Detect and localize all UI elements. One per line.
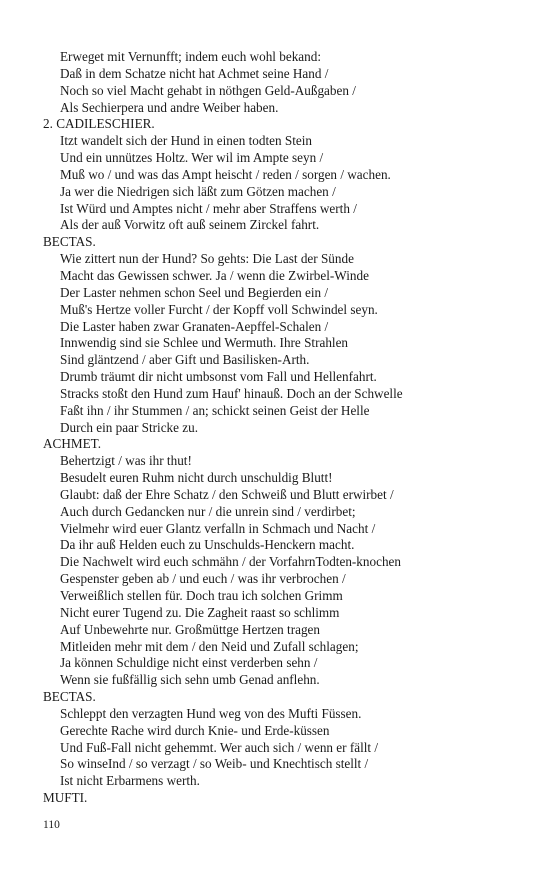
verse-line: Macht das Gewissen schwer. Ja / wenn die Zwirbel-Winde	[60, 267, 369, 283]
verse-line: Itzt wandelt sich der Hund in einen todten Stein	[60, 133, 312, 149]
verse-line: Vielmehr wird euer Glantz verfalln in Schmach und Nacht /	[60, 520, 376, 536]
verse-line: Faßt ihn / ihr Stummen / an; schickt seinen Geist der Helle	[60, 402, 370, 418]
verse-line: Der Laster nehmen schon Seel und Begierden ein /	[60, 284, 329, 300]
speaker-name: MUFTI.	[43, 790, 88, 806]
speaker-name: 2. CADILESCHIER.	[43, 116, 155, 132]
verse-line: Nicht eurer Tugend zu. Die Zagheit raast so schlimm	[60, 604, 340, 620]
page-number: 110	[43, 819, 60, 831]
verse-line: Die Nachwelt wird euch schmähn / der VorfahrnTodten-knochen	[60, 554, 401, 570]
speaker-name: BECTAS.	[43, 234, 96, 250]
page-text	[43, 49, 523, 807]
verse-line: Muß wo / und was das Ampt heischt / reden / sorgen / wachen.	[60, 166, 391, 182]
verse-line: Ja wer die Niedrigen sich läßt zum Götzen machen /	[60, 183, 336, 199]
verse-line: Da ihr auß Helden euch zu Unschulds-Henckern macht.	[60, 537, 355, 553]
verse-line: Als der auß Vorwitz oft auß seinem Zirckel fahrt.	[60, 217, 320, 233]
speaker-name: BECTAS.	[43, 689, 96, 705]
verse-line: Behertzigt / was ihr thut!	[60, 453, 192, 469]
verse-line: Und ein unnützes Holtz. Wer wil im Ampte seyn /	[60, 150, 324, 166]
verse-line: Mitleiden mehr mit dem / den Neid und Zufall schlagen;	[60, 638, 359, 654]
verse-line: Stracks stoßt den Hund zum Hauf' hinauß. Doch an der Schwelle	[60, 385, 403, 401]
verse-line: Ja können Schuldige nicht einst verderben sehn /	[60, 655, 318, 671]
verse-line: Erweget mit Vernunfft; indem euch wohl bekand:	[60, 49, 321, 64]
verse-line: Auf Unbewehrte nur. Großmüttge Hertzen tragen	[60, 621, 320, 637]
verse-line: Durch ein paar Stricke zu.	[60, 419, 199, 435]
verse-line: Wie zittert nun der Hund? So gehts: Die Last der Sünde	[60, 251, 354, 267]
verse-line: Verweißlich stellen für. Doch trau ich solchen Grimm	[60, 588, 343, 603]
verse-line: Glaubt: daß der Ehre Schatz / den Schweiß und Blutt erwirbet /	[60, 486, 394, 502]
verse-line: Noch so viel Macht gehabt in nöthgen Geld-Außgaben /	[60, 82, 356, 98]
verse-line: So winseInd / so verzagt / so Weib- und Knechtisch stellt /	[60, 756, 369, 772]
verse-line: Auch durch Gedancken nur / die unrein sind / verdirbet;	[60, 503, 356, 519]
speaker-name: ACHMET.	[43, 436, 101, 452]
verse-line: Wenn sie fußfällig sich sehn umb Genad anflehn.	[60, 672, 320, 688]
verse-line: Daß in dem Schatze nicht hat Achmet seine Hand /	[60, 65, 329, 81]
verse-line: Muß's Hertze voller Furcht / der Kopff voll Schwindel seyn.	[60, 301, 378, 317]
verse-line: Ist nicht Erbarmens werth.	[60, 773, 200, 789]
verse-line: Als Sechierpera und andre Weiber haben.	[60, 99, 279, 115]
verse-line: Gespenster geben ab / und euch / was ihr verbrochen /	[60, 571, 346, 587]
verse-line: Gerechte Rache wird durch Knie- und Erde-küssen	[60, 722, 330, 738]
verse-line: Drumb träumt dir nicht umbsonst vom Fall und Hellenfahrt.	[60, 369, 377, 385]
verse-line: Und Fuß-Fall nicht gehemmt. Wer auch sich / wenn er fällt /	[60, 739, 379, 755]
verse-line: Innwendig sind sie Schlee und Wermuth. Ihre Strahlen	[60, 335, 349, 351]
verse-line: Die Laster haben zwar Granaten-Aepffel-Schalen /	[60, 318, 329, 334]
verse-line: Ist Würd und Amptes nicht / mehr aber Straffens werth /	[60, 200, 357, 216]
verse-line: Sind gläntzend / aber Gift und Basilisken-Arth.	[60, 352, 310, 368]
verse-line: Schleppt den verzagten Hund weg von des Mufti Füssen.	[60, 705, 362, 721]
verse-line: Besudelt euren Ruhm nicht durch unschuldig Blutt!	[60, 470, 333, 486]
